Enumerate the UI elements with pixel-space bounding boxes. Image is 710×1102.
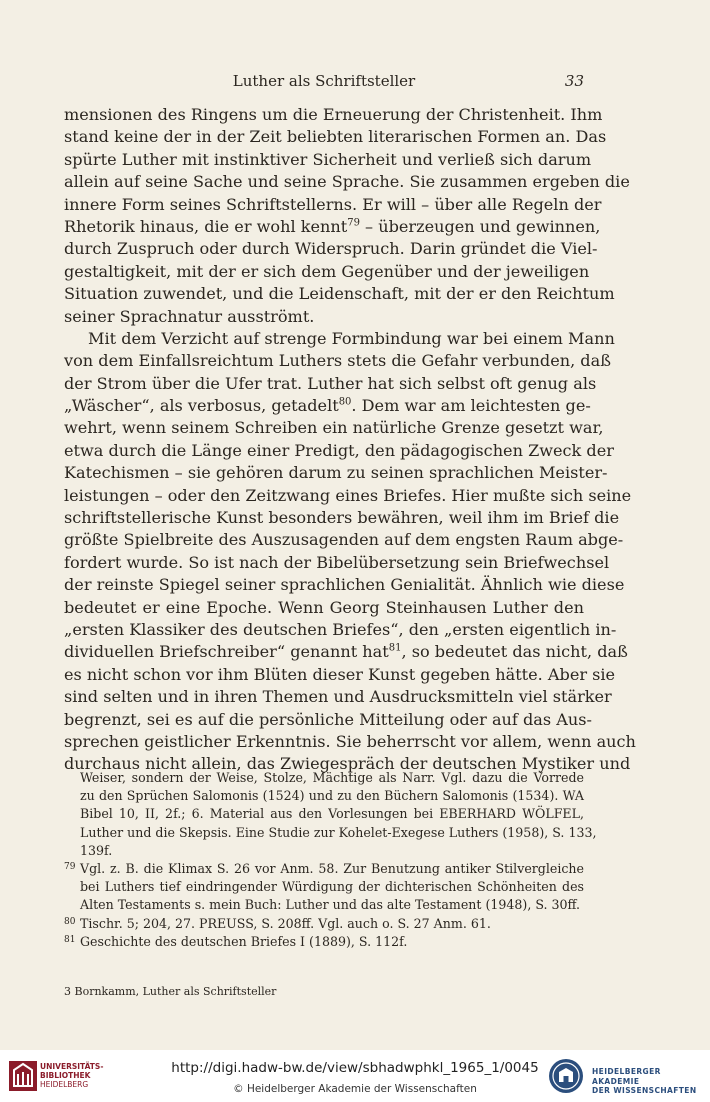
text-line: gestaltigkeit, mit der er sich dem Gegenüber und der jeweiligen xyxy=(64,261,590,281)
footnote-reference: 79 xyxy=(347,217,360,229)
text-line: etwa durch die Länge einer Predigt, den pädagogischen Zweck der xyxy=(64,440,614,460)
text-line: mensionen des Ringens um die Erneuerung der Christenheit. Ihm xyxy=(64,105,603,124)
footnote-number: 80 xyxy=(64,916,76,927)
running-title: Luther als Schriftsteller xyxy=(232,72,416,90)
main-text xyxy=(64,104,636,776)
text-line: Mit dem Verzicht auf strenge Formbindung war bei einem Mann xyxy=(88,328,615,348)
footnote-line: zu den Sprüchen Salomonis (1524) und zu den Büchern Salomonis (1534). WA xyxy=(80,788,584,804)
footnote-line: Weiser, sondern der Weise, Stolze, Mächtige als Narr. Vgl. dazu die Vorrede xyxy=(80,770,584,785)
footnote-line: Bibel 10, II, 2f.; 6. Material aus den Vorlesungen bei EBERHARD WÖLFEL, xyxy=(80,806,584,822)
footnote-reference: 81 xyxy=(388,643,402,655)
footnote-reference: 80 xyxy=(338,396,352,408)
text-line: von dem Einfallsreichtum Luthers stets die Gefahr verbunden, daß xyxy=(64,351,611,371)
page-number: 33 xyxy=(564,72,584,90)
footnote-number: 81 xyxy=(64,934,76,945)
text-line: durch Zuspruch oder durch Widerspruch. Darin gründet die Viel- xyxy=(64,239,598,259)
academy-name: HEIDELBERGER AKADEMIE DER WISSENSCHAFTEN xyxy=(592,1067,697,1095)
footnote-line: 81 Geschichte des deutschen Briefes I (1889), S. 112f. xyxy=(64,933,408,949)
running-header xyxy=(64,72,584,92)
footnote-line: 80 Tischr. 5; 204, 27. PREUSS, S. 208ff. Vgl. auch o. S. 27 Anm. 61. xyxy=(64,915,491,931)
text-line: Situation zuwendet, und die Leidenschaft, mit der er den Reichtum xyxy=(64,284,615,304)
footnotes xyxy=(64,769,597,951)
footnote-line: bei Luthers tief eindringender Würdigung der dichterischen Schönheiten des xyxy=(80,879,584,895)
text-line: Katechismen – sie gehören darum zu seinen sprachlichen Meister- xyxy=(64,463,608,483)
copyright-text: © Heidelberger Akademie der Wissenschaften xyxy=(233,1083,477,1095)
text-line: leistungen – oder den Zeitzwang eines Briefes. Hier mußte sich seine xyxy=(64,485,632,505)
text-line: begrenzt, sei es auf die persönliche Mitteilung oder auf das Aus- xyxy=(64,709,592,729)
footnote-line: 139f. xyxy=(80,842,113,858)
text-line: „ersten Klassiker des deutschen Briefes“, den „ersten eigentlich in- xyxy=(64,619,617,639)
permalink-url[interactable]: http://digi.hadw-bw.de/view/sbhadwphkl_1965_1/0045 xyxy=(171,1060,539,1076)
text-line: sind selten und in ihren Themen und Ausdrucksmitteln viel stärker xyxy=(64,687,612,707)
university-library-name: UNIVERSITÄTS- BIBLIOTHEK HEIDELBERG xyxy=(40,1062,104,1089)
text-line: Rhetorik hinaus, die er wohl kennt$^{79}$ – überzeugen und gewinnen, xyxy=(64,216,601,236)
text-line: innere Form seines Schriftstellerns. Er will – über alle Regeln der xyxy=(64,194,602,214)
text-line: seiner Sprachnatur ausströmt. xyxy=(64,306,315,326)
text-line: „Wäscher“, als verbosus, getadelt$^{80}$. Dem war am leichtesten ge- xyxy=(64,396,591,416)
signature-mark: 3 Bornkamm, Luther als Schriftsteller xyxy=(64,985,277,998)
text-line: größte Spielbreite des Auszusagenden auf dem engsten Raum abge- xyxy=(64,530,624,550)
academy-seal-icon xyxy=(548,1058,584,1094)
text-line: schriftstellerische Kunst besonders bewähren, weil ihm im Brief die xyxy=(64,508,620,528)
text-line: durchaus nicht allein, das Zwiegespräch der deutschen Mystiker und xyxy=(64,754,631,774)
text-line: sprechen geistlicher Erkenntnis. Sie beherrscht vor allem, wenn auch xyxy=(64,731,636,751)
text-line: wehrt, wenn seinem Schreiben ein natürliche Grenze gesetzt war, xyxy=(64,418,604,438)
text-line: allein auf seine Sache und seine Sprache. Sie zusammen ergeben die xyxy=(64,172,630,192)
text-line: stand keine der in der Zeit beliebten literarischen Formen an. Das xyxy=(64,127,607,147)
footnote-line: 79 Vgl. z. B. die Klimax S. 26 vor Anm. 58. Zur Benutzung antiker Stilvergleiche xyxy=(64,860,584,876)
text-line: der Strom über die Ufer trat. Luther hat sich selbst oft genug als xyxy=(64,373,597,393)
footnote-number: 79 xyxy=(64,861,76,872)
viewer-footer xyxy=(0,1050,710,1102)
text-line: spürte Luther mit instinktiver Sicherheit und verließ sich darum xyxy=(64,149,592,169)
text-line: es nicht schon vor ihm Blüten dieser Kunst gegeben hätte. Aber sie xyxy=(64,664,616,684)
footnote-line: Alten Testaments s. mein Buch: Luther und das alte Testament (1948), S. 30ff. xyxy=(80,897,581,913)
footnote-line: Luther und die Skepsis. Eine Studie zur Kohelet-Exegese Luthers (1958), S. 133, xyxy=(80,824,597,840)
text-line: dividuellen Briefschreiber“ genannt hat$^{81}$, so bedeutet das nicht, daß xyxy=(64,642,628,662)
text-line: der reinste Spiegel seiner sprachlichen Genialität. Ähnlich wie diese xyxy=(64,575,625,595)
text-line: fordert wurde. So ist nach der Bibelübersetzung sein Briefwechsel xyxy=(64,552,610,572)
text-line: bedeutet er eine Epoche. Wenn Georg Steinhausen Luther den xyxy=(64,597,584,617)
